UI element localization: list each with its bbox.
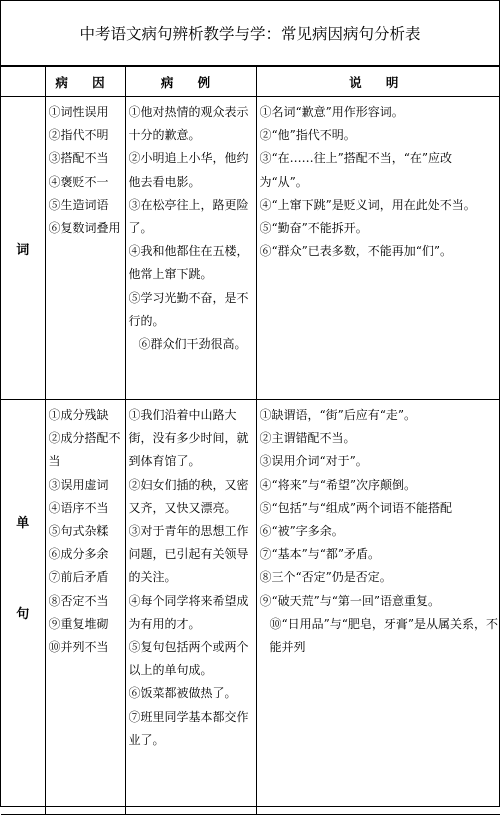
example-item: ③对于青年的思想工作问题，已引起有关领导的关注。 [128,524,249,585]
cause-item: ⑦前后矛盾 [48,570,109,585]
header-row [1,67,500,97]
analysis-table [1,66,500,815]
cause-item: ⑥复数词叠用 [48,221,121,236]
example-item: ④我和他都住在五楼，他常上窜下跳。 [128,244,249,282]
cause-item: ⑤句式杂糅 [48,524,109,539]
example-item: ⑤复句包括两个或两个以上的单句成。 [128,640,249,678]
cause-item: ①成分残缺 [48,408,109,422]
note-item: ③“在……往上”搭配不当，“在”应改为“从”。 [259,151,453,189]
note-item: ⑥“被”字多余。 [259,524,344,539]
note-item: ①名词“歉意”用作形容词。 [259,105,404,119]
cause-item: ②成分搭配不当 [48,431,121,469]
page-title: 中考语文病句辨析教学与学：常见病因病句分析表 [1,1,499,66]
header-cause: 病 因 [45,67,125,97]
cause-item: ④语序不当 [48,500,109,515]
note-item: ③误用介词“对于”。 [259,454,368,469]
section-row-sentence [1,400,500,815]
causes-word [45,97,125,400]
note-item: ⑧三个“否定”仍是否定。 [259,570,392,585]
note-item: ⑤“包括”与“组成”两个词语不能搭配 [259,500,453,515]
cause-item: ②指代不明 [48,128,109,143]
example-item: ⑥群众们干劲很高。 [138,337,247,352]
cause-item: ①词性误用 [48,105,109,119]
causes-sentence [45,400,125,815]
example-item: ①我们沿着中山路大街，没有多少时间，就到体育馆了。 [128,408,249,469]
cause-item: ⑩并列不当 [48,640,109,655]
examples-word [125,97,256,400]
note-item: ⑨“破天荒”与“第一回”语意重复。 [259,593,441,608]
header-blank [1,67,45,97]
category-sentence [1,400,45,815]
cause-item: ③误用虚词 [48,477,109,492]
cause-item: ⑥成分多余 [48,547,109,562]
section-row-word [1,97,500,400]
notes-word [256,97,500,400]
note-item: ⑩“日用品”与“肥皂，牙膏”是从属关系，不能并列 [269,616,499,655]
examples-sentence [125,400,256,815]
example-item: ⑥饭菜都被做热了。 [128,686,237,701]
example-item: ③在松亭往上，路更险了。 [128,197,249,236]
note-item: ④“上窜下跳”是贬义词，用在此处不当。 [259,197,476,212]
example-item: ⑦班里同学基本都交作业了。 [128,709,249,747]
example-item: ①他对热情的观众表示十分的歉意。 [128,105,249,143]
note-item: ⑥“群众”已表多数，不能再加“们”。 [259,244,453,259]
note-item: ①缺谓语，“街”后应有“走”。 [259,408,417,422]
example-item: ④每个同学将来希望成为有用的才。 [128,593,249,631]
header-example: 病 例 [125,67,256,97]
cause-item: ③搭配不当 [48,151,109,166]
header-note: 说 明 [256,67,500,97]
example-item: ②小明追上小华，他约他去看电影。 [128,151,249,189]
cause-item: ⑤生造词语 [48,197,109,212]
cause-item: ⑨重复堆砌 [48,616,109,631]
example-item: ⑤学习光勤不奋，是不行的。 [128,290,249,328]
example-item: ②妇女们插的秧，又密又齐，又快又漂亮。 [128,477,249,515]
category-sentence-top: 单 [16,516,30,531]
note-item: ②“他”指代不明。 [259,128,356,143]
cause-item: ⑧否定不当 [48,593,109,608]
notes-sentence [256,400,500,815]
note-item: ⑤“勤奋”不能拆开。 [259,221,368,236]
cause-item: ④褒贬不一 [48,174,109,189]
note-item: ④“将来”与“希望”次序颠倒。 [259,477,417,492]
note-item: ⑦“基本”与“都”矛盾。 [259,547,381,562]
category-word: 词 [1,97,45,400]
category-sentence-bottom: 句 [16,607,30,622]
note-item: ②主谓错配不当。 [259,431,356,446]
